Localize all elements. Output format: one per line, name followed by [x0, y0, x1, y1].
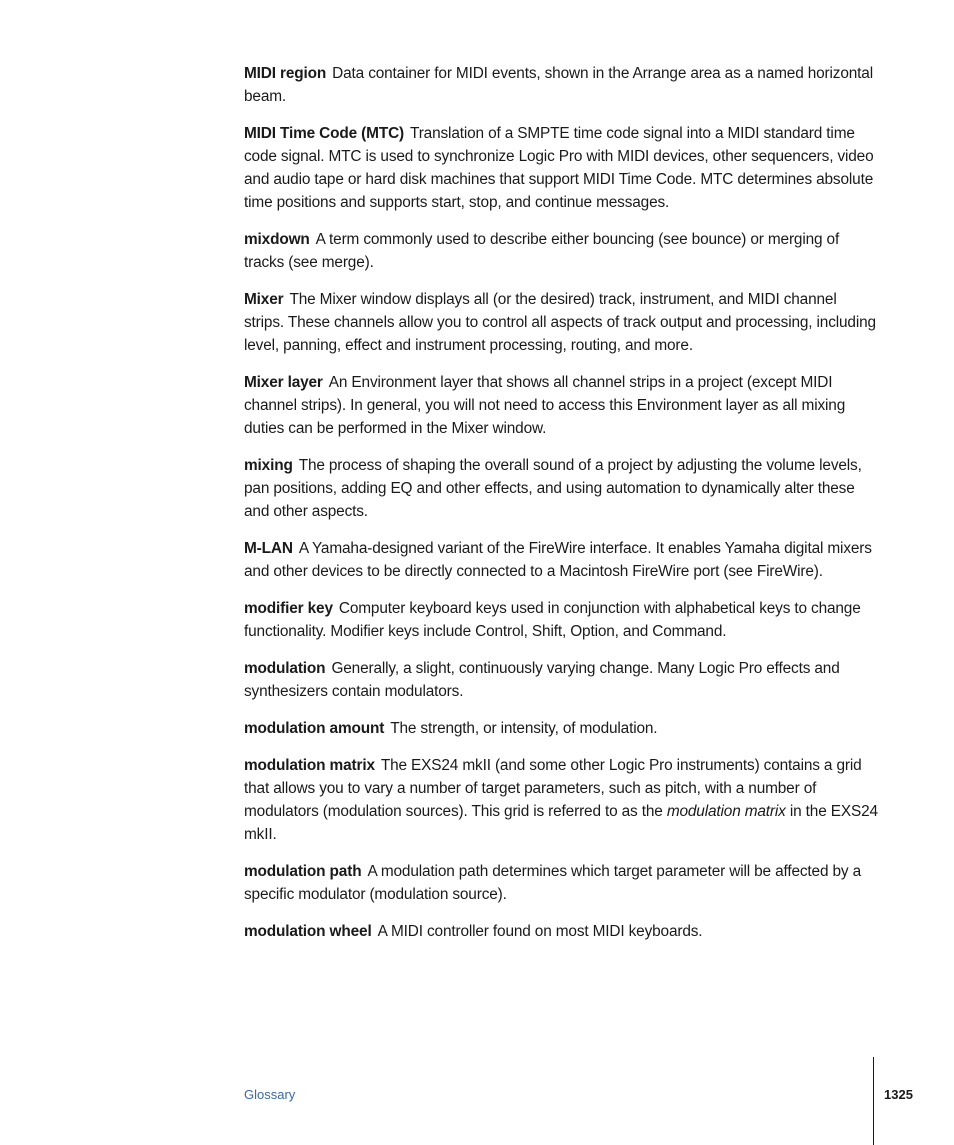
- glossary-definition-emphasis: modulation matrix: [666, 803, 786, 820]
- glossary-definition: An Environment layer that shows all channel strips in a project (except MIDI channel strips). In general, you will not need to access this Environment layer as all mixing duties can be performed in the Mixer window.: [244, 374, 846, 437]
- glossary-entry: [244, 228, 878, 274]
- glossary-term: MIDI region: [244, 65, 327, 82]
- glossary-term: MIDI Time Code (MTC): [244, 125, 405, 142]
- glossary-definition: Translation of a SMPTE time code signal into a MIDI standard time code signal. MTC is used to synchronize Logic Pro with MIDI devices, other sequencers, video and audio tape or hard disk machines that support MIDI Time Code. MTC determines absolute time positions and supports start, stop, and continue messages.: [244, 125, 874, 211]
- glossary-entry: [244, 860, 878, 906]
- glossary-term: M-LAN: [244, 540, 293, 557]
- glossary-definition: The Mixer window displays all (or the desired) track, instrument, and MIDI channel strips. These channels allow you to control all aspects of track output and processing, including level, panning, effect and instrument processing, routing, and more.: [244, 291, 876, 354]
- glossary-definition: A Yamaha-designed variant of the FireWire interface. It enables Yamaha digital mixers and other devices to be directly connected to a Macintosh FireWire port (see FireWire).: [244, 540, 872, 580]
- footer-divider: [873, 1057, 874, 1145]
- glossary-definition: Data container for MIDI events, shown in the Arrange area as a named horizontal beam.: [244, 65, 873, 105]
- glossary-term: modulation wheel: [244, 923, 372, 940]
- glossary-entry: [244, 454, 878, 523]
- glossary-definition-part: in the EXS24 mkII.: [244, 803, 878, 843]
- glossary-term: Mixer: [244, 291, 284, 308]
- footer-section-label: Glossary: [244, 1087, 296, 1102]
- glossary-term: modulation path: [244, 863, 362, 880]
- glossary-term: mixdown: [244, 231, 310, 248]
- glossary-entry: [244, 597, 878, 643]
- glossary-term: modulation amount: [244, 720, 385, 737]
- glossary-definition: Generally, a slight, continuously varying change. Many Logic Pro effects and synthesizers contain modulators.: [244, 660, 840, 700]
- glossary-content: [244, 62, 878, 957]
- glossary-entry: [244, 371, 878, 440]
- glossary-entry: [244, 288, 878, 357]
- glossary-term: modifier key: [244, 600, 333, 617]
- glossary-term: modulation: [244, 660, 326, 677]
- glossary-definition: A modulation path determines which target parameter will be affected by a specific modulator (modulation source).: [244, 863, 861, 903]
- glossary-term: mixing: [244, 457, 293, 474]
- glossary-definition: The process of shaping the overall sound of a project by adjusting the volume levels, pan positions, adding EQ and other effects, and using automation to dynamically alter these and other aspects.: [244, 457, 862, 520]
- glossary-definition: A MIDI controller found on most MIDI keyboards.: [377, 923, 703, 940]
- glossary-definition: Computer keyboard keys used in conjunction with alphabetical keys to change functionality. Modifier keys include Control, Shift, Option, and Command.: [244, 600, 861, 640]
- glossary-term: modulation matrix: [244, 757, 375, 774]
- glossary-entry: [244, 537, 878, 583]
- glossary-definition: A term commonly used to describe either bouncing (see bounce) or merging of tracks (see merge).: [244, 231, 840, 271]
- glossary-term: Mixer layer: [244, 374, 323, 391]
- page-number: 1325: [884, 1087, 913, 1102]
- glossary-entry: [244, 717, 878, 740]
- glossary-entry: [244, 920, 878, 943]
- glossary-entry: [244, 62, 878, 108]
- glossary-entry: [244, 122, 878, 214]
- glossary-definition: The strength, or intensity, of modulation.: [390, 720, 658, 737]
- glossary-entry: [244, 657, 878, 703]
- glossary-entry: [244, 754, 878, 846]
- glossary-definition-part: The EXS24 mkII (and some other Logic Pro instruments) contains a grid that allows you to vary a number of target parameters, such as pitch, with a number of modulators (modulation sources). This grid is referred to as the: [244, 757, 862, 820]
